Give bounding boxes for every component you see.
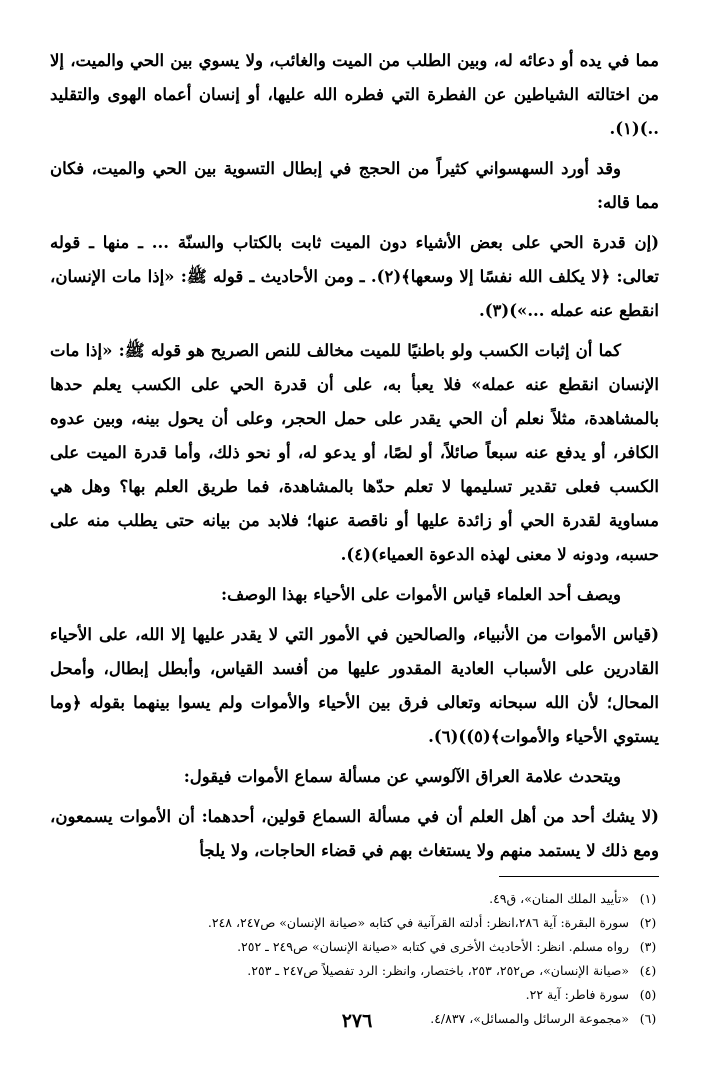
footnote-divider (499, 876, 659, 877)
footnote-text: سورة البقرة: آية ٢٨٦،انظر: أدلته القرآنية في كتابه «صيانة الإنسان» ص٢٤٧، ٢٤٨. (207, 915, 629, 930)
footnote-number: (٣) (639, 939, 657, 954)
main-text (50, 44, 659, 868)
footnote-number: (١) (639, 891, 657, 906)
footnote-1 (50, 887, 659, 911)
footnote-text: «تأييد الملك المنان»، ق٤٩. (489, 891, 629, 906)
paragraph-6-quote: (قياس الأموات من الأنبياء، والصالحين في الأمور التي لا يقدر عليها إلا الله، على الأحياء القادرين على الأسباب العادية المقدور عليها من أفسد القياس، وأبطل إبطال، وأمحل المحال؛ لأن الله سبحانه وتعالى فرق بين الأحياء والأموات ولم يسوا بينهما بقوله ﴿وما يستوي الأحياء والأموات﴾(٥))(٦). (50, 625, 659, 746)
paragraph-4: كما أن إثبات الكسب ولو باطنيًا للميت مخالف للنص الصريح هو قوله ﷺ: «إذا مات الإنسان انقطع عنه عمله» فلا يعبأ به، على أن قدرة الحي على الكسب يعلم حدها بالمشاهدة، مثلاً نعلم أن الحي يقدر على حمل الحجر، وعلى أن يحول بينه، وبين عدوه الكافر، أو يدفع عنه سبعاً صائلاً، أو لصًا، أو يدعو له، أو نحو ذلك، وأما قدرة الميت على الكسب فعلى تقدير تسليمها لا تعلم حدّها بالمشاهدة، فما طريق العلم بها؟ وهل هي مساوية لقدرة الحي أو زائدة عليها أو ناقصة عنها؛ فلابد من بيانه حتى يطلب منه على حسبه، ودونه لا معنى لهذه الدعوة العمياء)(٤). (50, 341, 659, 564)
footnote-number: (٦) (639, 1011, 657, 1026)
footnote-number: (٤) (639, 963, 657, 978)
footnote-text: «صيانة الإنسان»، ص٢٥٢، ٢٥٣، باختصار، وانظر: الرد تفصيلاً ص٢٤٧ ـ ٢٥٣. (247, 963, 629, 978)
paragraph-8-quote: (لا يشك أحد من أهل العلم أن في مسألة السماع قولين، أحدهما: أن الأموات يسمعون، ومع ذلك لا يستمد منهم ولا يستغاث بهم في قضاء الحاجات، ولا يلجأ (50, 807, 659, 860)
footnote-number: (٥) (639, 987, 657, 1002)
footnote-3 (50, 935, 659, 959)
paragraph-3-quote: (إن قدرة الحي على بعض الأشياء دون الميت ثابت بالكتاب والسنّة ... ـ منها ـ قوله تعالى: ﴿لا يكلف الله نفسًا إلا وسعها﴾(٢). ـ ومن الأحاديث ـ قوله ﷺ: «إذا مات الإنسان، انقطع عنه عمله ...»)(٣). (50, 233, 659, 320)
footnote-text: «مجموعة الرسائل والمسائل»، ٤/٨٣٧. (430, 1011, 629, 1026)
paragraph-1: مما في يده أو دعائه له، وبين الطلب من الميت والغائب، ولا يسوي بين الحي والميت، إلا من اختالته الشياطين عن الفطرة التي فطره الله عليها، أو إنسان أعماه الهوى والتقليد ..)(١). (50, 51, 659, 138)
footnote-2 (50, 911, 659, 935)
paragraph-5: ويصف أحد العلماء قياس الأموات على الأحياء بهذا الوصف: (221, 585, 621, 604)
footnote-text: رواه مسلم. انظر: الأحاديث الأخرى في كتابه «صيانة الإنسان» ص٢٤٩ ـ ٢٥٢. (237, 939, 629, 954)
footnote-number: (٢) (639, 915, 657, 930)
paragraph-2: وقد أورد السهسواني كثيراً من الحجج في إبطال التسوية بين الحي والميت، فكان مما قاله: (50, 159, 659, 212)
footnote-text: سورة فاطر: آية ٢٢. (525, 987, 629, 1002)
paragraph-7: ويتحدث علامة العراق الآلوسي عن مسألة سماع الأموات فيقول: (183, 767, 621, 786)
footnote-4 (50, 959, 659, 983)
footnote-5 (50, 983, 659, 1007)
page-number: ٢٧٦ (341, 1010, 373, 1032)
